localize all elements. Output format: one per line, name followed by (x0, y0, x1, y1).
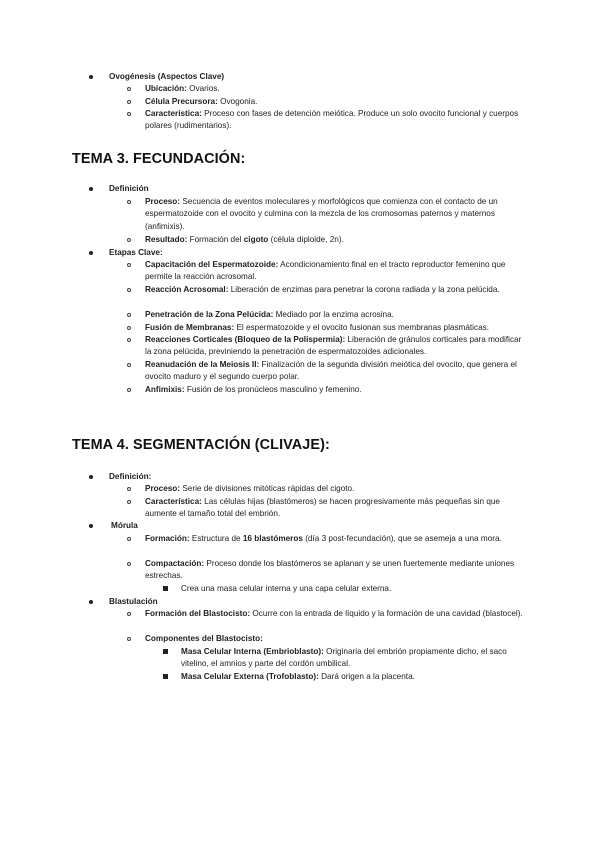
bullet-circle (127, 334, 131, 346)
tema4-definicion-title: Definición: (109, 472, 152, 481)
bullet-circle (127, 384, 131, 396)
morula-title: Mórula (111, 521, 138, 530)
tema3-etapas-title: Etapas Clave: (109, 248, 163, 257)
tema3-proceso: Proceso: Secuencia de eventos moleculares y morfológicos que comienza con el contacto de un espermatozoide con el ovocito y culmina con la mezcla de los cromosomas paternos y maternos (anfimixis). (145, 197, 498, 231)
tema3-heading: TEMA 3. FECUNDACIÓN: (72, 151, 246, 167)
componente-item: Masa Celular Externa (Trofoblasto): Dará origen a la placenta. (181, 672, 415, 681)
etapa-item: Reacción Acrosomal: Liberación de enzimas para penetrar la corona radiada y la zona pelúcida. (145, 285, 500, 294)
ovogenesis-item: Ubicación: Ovarios. (145, 84, 220, 93)
bullet-circle (127, 533, 131, 545)
bullet-circle (127, 259, 131, 271)
bullet-square (163, 671, 168, 683)
bullet-disc (89, 596, 93, 608)
bullet-circle (127, 108, 131, 120)
tema4-def-item: Característica: Las células hijas (blastómeros) se hacen progresivamente más pequeñas sin que aumente el tamaño total del embrión. (145, 497, 500, 519)
blastulacion-title: Blastulación (109, 597, 158, 606)
tema4-def-item: Proceso: Serie de divisiones mitóticas rápidas del cigoto. (145, 484, 355, 493)
morula-sub-item: Crea una masa celular interna y una capa celular externa. (181, 584, 392, 593)
bullet-circle (127, 234, 131, 246)
bullet-circle (127, 322, 131, 334)
tema3-resultado: Resultado: Formación del cigoto (célula diploide, 2n). (145, 235, 344, 244)
bullet-disc (89, 471, 93, 483)
etapa-item: Anfimixis: Fusión de los pronúcleos masculino y femenino. (145, 385, 362, 394)
etapa-item: Reacciones Corticales (Bloqueo de la Polispermia): Liberación de gránulos corticales para modificar la zona pelúcida, previniendo la penetración de espermatozoides adicionales. (145, 335, 522, 357)
blastulacion-componentes-title: Componentes del Blastocisto: (145, 634, 263, 643)
bullet-circle (127, 633, 131, 645)
morula-formacion: Formación: Estructura de 16 blastómeros (día 3 post-fecundación), que se asemeja a una mora. (145, 534, 502, 543)
bullet-circle (127, 496, 131, 508)
etapa-item: Reanudación de la Meiosis II: Finalización de la segunda división meiótica del ovocito, que genera el ovocito maduro y el segundo cuerpo polar. (145, 360, 517, 382)
etapa-item: Penetración de la Zona Pelúcida: Mediado por la enzima acrosina. (145, 310, 394, 319)
bullet-circle (127, 558, 131, 570)
ovogenesis-item: Célula Precursora: Ovogonia. (145, 97, 258, 106)
bullet-disc (89, 183, 93, 195)
bullet-circle (127, 284, 131, 296)
tema4-heading: TEMA 4. SEGMENTACIÓN (CLIVAJE): (72, 437, 330, 453)
morula-compactacion: Compactación: Proceso donde los blastómeros se aplanan y se unen fuertemente mediante uniones estrechas. (145, 559, 515, 581)
bullet-circle (127, 608, 131, 620)
ovogenesis-item: Característica: Proceso con fases de detención meiótica. Produce un solo ovocito funcional y cuerpos polares (rudimentarios). (145, 109, 519, 131)
tema3-definicion-title: Definición (109, 184, 149, 193)
bullet-circle (127, 359, 131, 371)
bullet-disc (89, 247, 93, 259)
bullet-disc (89, 520, 93, 532)
bullet-circle (127, 83, 131, 95)
bullet-square (163, 646, 168, 658)
componente-item: Masa Celular Interna (Embrioblasto): Originaria del embrión propiamente dicho, el saco vitelino, el amnios y parte del cordón umbilical. (181, 647, 507, 669)
bullet-disc (89, 71, 93, 83)
etapa-item: Fusión de Membranas: El espermatozoide y el ovocito fusionan sus membranas plasmáticas. (145, 323, 490, 332)
blastulacion-formacion: Formación del Blastocisto: Ocurre con la entrada de líquido y la formación de una cavidad (blastocel). (145, 609, 523, 618)
bullet-circle (127, 309, 131, 321)
bullet-circle (127, 483, 131, 495)
bullet-circle (127, 96, 131, 108)
etapa-item: Capacitación del Espermatozoide: Acondicionamiento final en el tracto reproductor femenino que permite la reacción acrosomal. (145, 260, 506, 282)
bullet-circle (127, 196, 131, 208)
ovogenesis-title: Ovogénesis (Aspectos Clave) (109, 72, 225, 81)
bullet-square (163, 583, 168, 595)
